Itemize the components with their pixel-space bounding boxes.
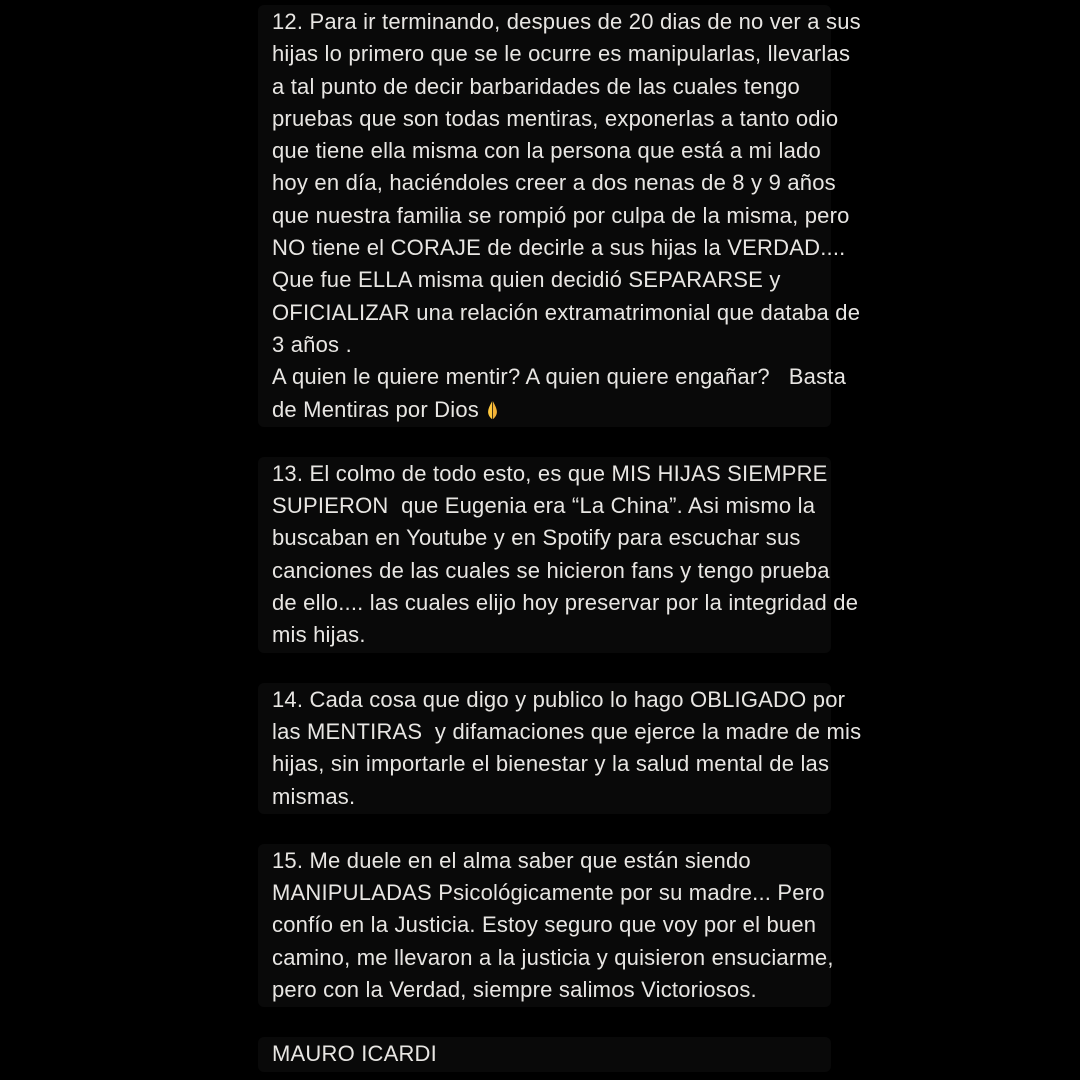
text-line: de ello.... las cuales elijo hoy preservar por la integridad de bbox=[272, 590, 859, 616]
text-line: SUPIERON que Eugenia era “La China”. Asi mismo la bbox=[272, 493, 816, 519]
text-line: mis hijas. bbox=[272, 622, 366, 648]
paragraph-15 bbox=[258, 844, 834, 1007]
text-line: hijas lo primero que se le ocurre es manipularlas, llevarlas bbox=[272, 41, 851, 67]
text-line: 12. Para ir terminando, despues de 20 dias de no ver a sus bbox=[272, 9, 861, 34]
text-line: de Mentiras por Dios bbox=[272, 394, 817, 426]
paragraph-12 bbox=[258, 5, 861, 427]
text-line: 13. El colmo de todo esto, es que MIS HIJAS SIEMPRE bbox=[272, 460, 828, 486]
text-line: 14. Cada cosa que digo y publico lo hago OBLIGADO por bbox=[272, 686, 846, 712]
text-line: MAURO ICARDI bbox=[272, 1041, 437, 1067]
text-line: NO tiene el CORAJE de decirle a sus hijas la VERDAD.... bbox=[272, 235, 846, 261]
text-line: que nuestra familia se rompió por culpa de la misma, pero bbox=[272, 202, 850, 228]
text-line: canciones de las cuales se hicieron fans y tengo prueba bbox=[272, 557, 830, 583]
text-line: 3 años . bbox=[272, 331, 352, 357]
text-line: 15. Me duele en el alma saber que están siendo bbox=[272, 847, 751, 873]
text-line: Que fue ELLA misma quien decidió SEPARARSE y bbox=[272, 267, 781, 293]
text-line: pero con la Verdad, siempre salimos Victoriosos. bbox=[272, 977, 757, 1003]
text-line: A quien le quiere mentir? A quien quiere engañar? Basta bbox=[272, 364, 847, 390]
text-line: a tal punto de decir barbaridades de las cuales tengo bbox=[272, 73, 800, 99]
signature bbox=[258, 1037, 831, 1071]
text-line: confío en la Justicia. Estoy seguro que voy por el buen bbox=[272, 912, 817, 938]
text-line: buscaban en Youtube y en Spotify para escuchar sus bbox=[272, 525, 801, 551]
text-line: pruebas que son todas mentiras, exponerlas a tanto odio bbox=[272, 105, 839, 131]
folded-hands-icon bbox=[481, 399, 504, 422]
text-line: camino, me llevaron a la justicia y quisieron ensuciarme, bbox=[272, 944, 834, 970]
text-line: hoy en día, haciéndoles creer a dos nenas de 8 y 9 años bbox=[272, 170, 836, 196]
text-line: OFICIALIZAR una relación extramatrimonial que databa de bbox=[272, 299, 861, 325]
text-line: que tiene ella misma con la persona que está a mi lado bbox=[272, 138, 821, 164]
text-line: las MENTIRAS y difamaciones que ejerce la madre de mis bbox=[272, 718, 862, 744]
text-line: mismas. bbox=[272, 783, 356, 809]
text-line: MANIPULADAS Psicológicamente por su madre... Pero bbox=[272, 880, 825, 906]
paragraph-13 bbox=[258, 457, 859, 653]
post-text bbox=[272, 5, 862, 1080]
text-line: hijas, sin importarle el bienestar y la salud mental de las bbox=[272, 751, 830, 777]
paragraph-14 bbox=[258, 683, 862, 814]
